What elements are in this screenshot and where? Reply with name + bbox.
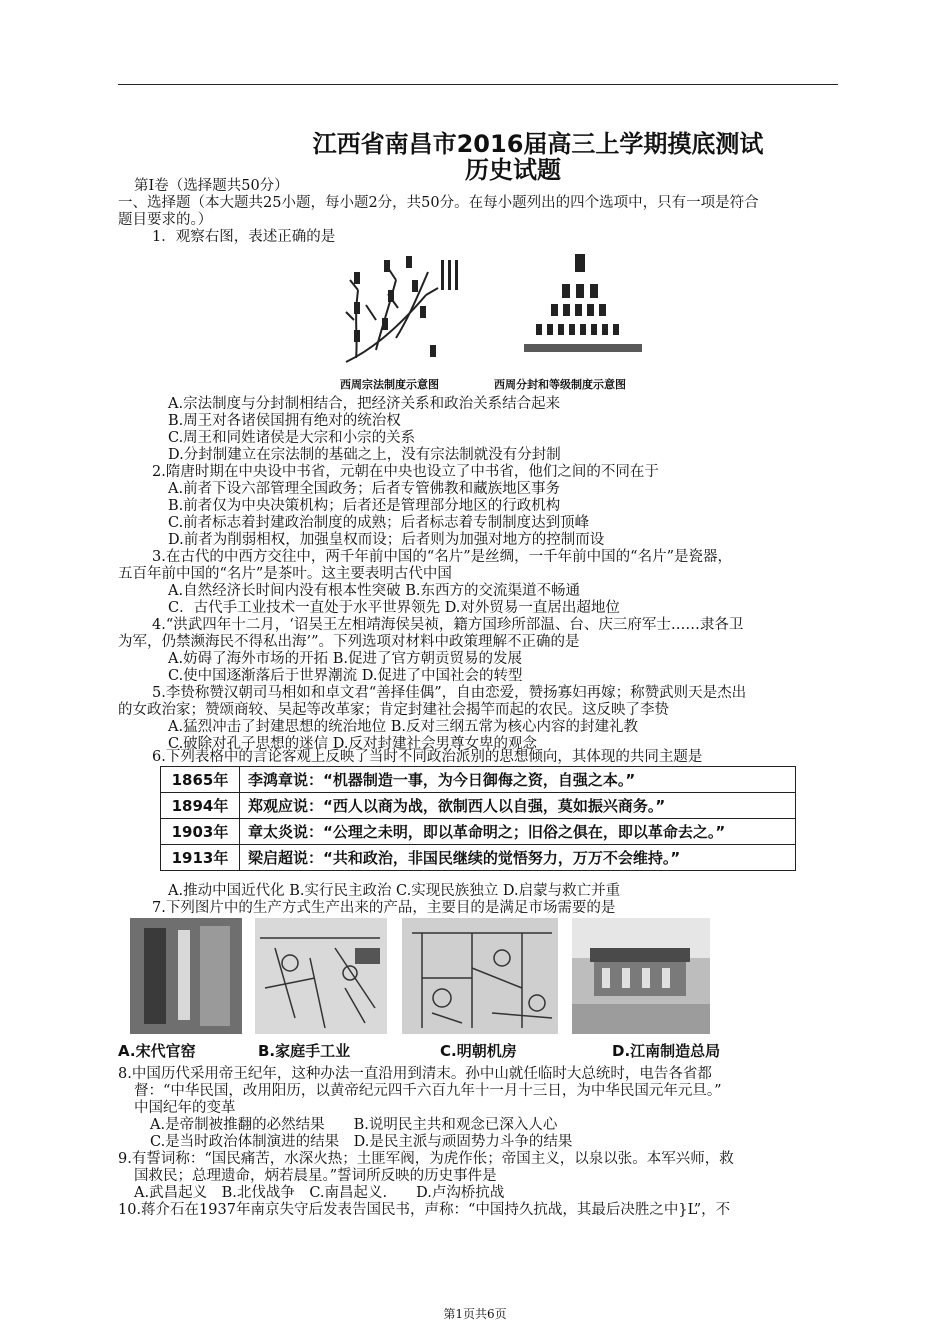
- q2-option-d: D.前者为削弱相权，加强皇权而设；后者则为加强对地方的控制而设: [168, 532, 605, 548]
- q5-options-cd: C.破除对孔子思想的迷信 D.反对封建社会男尊女卑的观念: [168, 736, 538, 752]
- q8-stem-line3: 中国纪年的变革: [134, 1100, 236, 1116]
- table-cell-year: 1894年: [161, 793, 240, 819]
- q10-stem-line1: 10.蒋介石在1937年南京失守后发表告国民书，声称：“中国持久抗战，其最后决胜之中}L”，不: [118, 1202, 731, 1218]
- q1-figure-left-caption: 西周宗法制度示意图: [340, 378, 439, 391]
- q2-option-b: B.前者仅为中央决策机构；后者还是管理部分地区的行政机构: [168, 498, 561, 514]
- table-row: [161, 767, 796, 793]
- ming-loom-picture: [402, 918, 558, 1034]
- jiangnan-arsenal-photo: [572, 918, 710, 1034]
- q1-option-b: B.周王对各诸侯国拥有绝对的统治权: [168, 413, 401, 429]
- page-subtitle: 历史试题: [465, 156, 561, 184]
- page-title: 江西省南昌市2016届高三上学期摸底测试: [312, 130, 764, 158]
- q1-stem: 1．观察右图，表述正确的是: [152, 229, 336, 245]
- q7-label-d: D.江南制造总局: [612, 1042, 721, 1060]
- q8-stem-line2: 督：“中华民国，改用阳历，以黄帝纪元四千六百九年十一月十三日，为中华民国元年元旦。”: [134, 1083, 722, 1099]
- q1-figure-right-caption: 西周分封和等级制度示意图: [494, 378, 626, 391]
- q2-option-a: A.前者下设六部管理全国政务；后者专管佛教和藏族地区事务: [168, 481, 561, 497]
- q5-options-ab: A.猛烈冲击了封建思想的统治地位 B.反对三纲五常为核心内容的封建礼教: [168, 719, 638, 735]
- q3-stem-line1: 3.在古代的中西方交往中，两千年前中国的“名片”是丝绸，一千年前中国的“名片”是瓷器，: [152, 549, 732, 565]
- q7-label-a: A.宋代官窑: [118, 1042, 196, 1060]
- part-heading: 第Ⅰ卷（选择题共50分）: [134, 178, 289, 194]
- q3-options-cd: C．古代手工业技术一直处于水平世界领先 D.对外贸易一直居出超地位: [168, 600, 620, 616]
- q7-label-c: C.明朝机房: [440, 1042, 517, 1060]
- q6-options: A.推动中国近代化 B.实行民主政治 C.实现民族独立 D.启蒙与救亡并重: [168, 883, 621, 899]
- table-cell-quote: 章太炎说：“公理之未明，即以革命明之；旧俗之俱在，即以革命去之。”: [240, 819, 796, 845]
- table-cell-year: 1913年: [161, 845, 240, 871]
- page-number-footer: 第1页共6页: [443, 1307, 507, 1321]
- q2-option-c: C.前者标志着封建政治制度的成熟；后者标志着专制制度达到顶峰: [168, 515, 590, 531]
- q4-options-ab: A.妨碍了海外市场的开拓 B.促进了官方朝贡贸易的发展: [168, 651, 522, 667]
- song-kiln-photo: [130, 918, 242, 1034]
- instructions-line1: 一、选择题（本大题共25小题，每小题2分，共50分。在每小题列出的四个选项中，只有一项是符合: [118, 195, 759, 211]
- q4-stem-line2: 为军，仍禁濒海民不得私出海’”。下列选项对材料中政策理解不正确的是: [118, 634, 580, 650]
- table-row: [161, 845, 796, 871]
- q1-option-c: C.周王和同姓诸侯是大宗和小宗的关系: [168, 430, 416, 446]
- table-cell-year: 1903年: [161, 819, 240, 845]
- q9-options: A.武昌起义 B.北伐战争 C.南昌起义. D.卢沟桥抗战: [134, 1185, 505, 1201]
- q5-stem-line2: 的女政治家；赞颂商较、吴起等改革家；肯定封建社会揭竿而起的农民。这反映了李贽: [118, 702, 669, 718]
- q9-stem-line2: 国救民；总理遗命，炳若晨星。”誓词所反映的历史事件是: [134, 1168, 497, 1184]
- q1-option-a: A.宗法制度与分封制相结合，把经济关系和政治关系结合起来: [168, 396, 561, 412]
- q8-stem-line1: 8.中国历代采用帝王纪年，这种办法一直沿用到清末。孙中山就任临时大总统时，电告各省都: [118, 1066, 712, 1082]
- fenfeng-pyramid-figure: [506, 250, 656, 370]
- table-row: [161, 819, 796, 845]
- table-cell-year: 1865年: [161, 767, 240, 793]
- q6-quote-table: [160, 766, 796, 871]
- q1-option-d: D.分封制建立在宗法制的基础之上，没有宗法制就没有分封制: [168, 447, 561, 463]
- table-cell-quote: 梁启超说：“共和政治，非国民继续的觉悟努力，万万不会维持。”: [240, 845, 796, 871]
- q7-stem: 7.下列图片中的生产方式生产出来的产品，主要目的是满足市场需要的是: [152, 900, 616, 916]
- q3-stem-line2: 五百年前中国的“名片”是茶叶。这主要表明古代中国: [118, 566, 452, 582]
- q3-options-ab: A.自然经济长时间内没有根本性突破 B.东西方的交流渠道不畅通: [168, 583, 580, 599]
- q8-options-ab: A.是帝制被推翻的必然结果 B.说明民主共和观念已深入人心: [150, 1117, 558, 1133]
- q4-options-cd: C.使中国逐渐落后于世界潮流 D.促进了中国社会的转型: [168, 668, 523, 684]
- q2-stem: 2.隋唐时期在中央设中书省，元朝在中央也设立了中书省，他们之间的不同在于: [152, 464, 659, 480]
- instructions-line2: 题目要求的。）: [118, 212, 213, 228]
- header-rule: [118, 84, 838, 85]
- q7-label-b: B.家庭手工业: [258, 1042, 351, 1060]
- table-cell-quote: 李鸿章说：“机器制造一事，为今日御侮之资，自强之本。”: [240, 767, 796, 793]
- q8-options-cd: C.是当时政治体制演进的结果 D.是民主派与顽固势力斗争的结果: [150, 1134, 573, 1150]
- table-cell-quote: 郑观应说：“西人以商为战，欲制西人以自强，莫如振兴商务。”: [240, 793, 796, 819]
- zongfa-diagram-figure: [336, 250, 466, 375]
- q4-stem-line1: 4.“洪武四年十二月，‘诏吴王左相靖海侯吴祯，籍方国珍所部温、台、庆三府军士……隶各卫: [152, 617, 744, 633]
- table-row: [161, 793, 796, 819]
- q9-stem-line1: 9.有誓词称：“国民痛苦，水深火热；土匪军阀，为虎作伥；帝国主义，以泉以张。本军兴师，救: [118, 1151, 734, 1167]
- home-handicraft-picture: [255, 918, 387, 1034]
- q6-stem: 6.下列表格中的言论客观上反映了当时不同政治派别的思想倾向，其体现的共同主题是: [152, 749, 703, 765]
- q5-stem-line1: 5.李贽称赞汉朝司马相如和卓文君“善择佳偶”，自由恋爱，赞扬寡妇再嫁；称赞武则天是杰出: [152, 685, 747, 701]
